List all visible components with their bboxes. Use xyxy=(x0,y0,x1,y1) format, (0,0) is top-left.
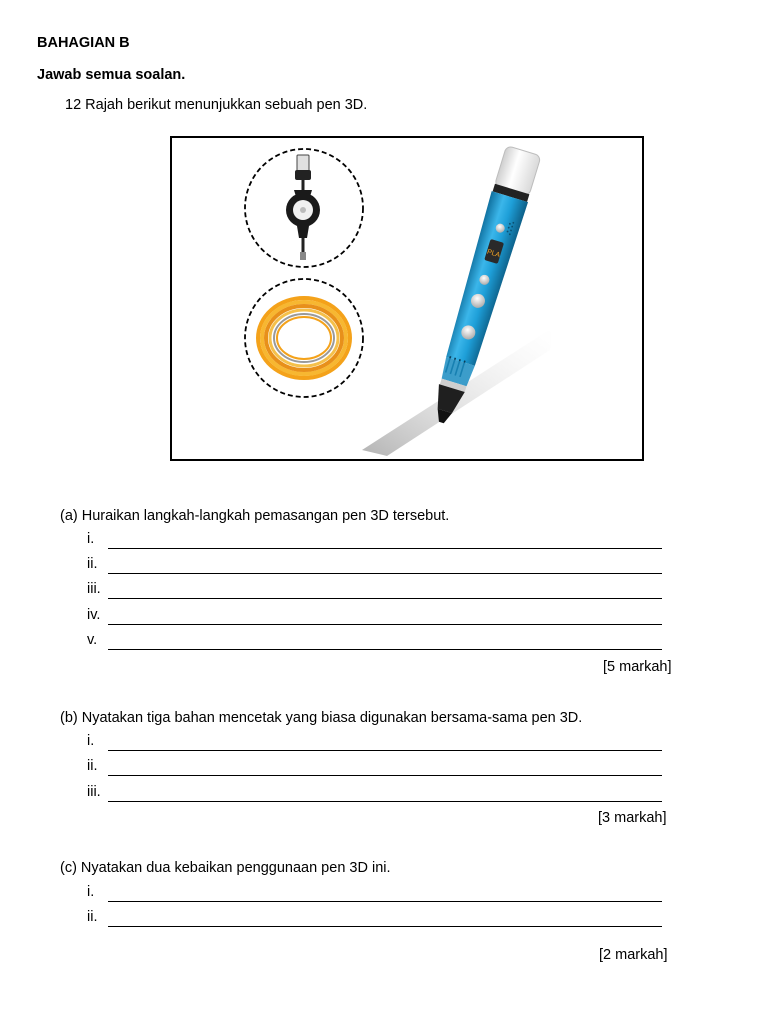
answer-line-number: i. xyxy=(87,884,95,900)
figure-3d-pen xyxy=(170,136,644,461)
display-label: PLA xyxy=(486,248,501,260)
answer-line[interactable] xyxy=(87,884,662,902)
answer-line-number: iii. xyxy=(87,581,101,597)
section-title: BAHAGIAN B xyxy=(37,35,130,51)
usb-cable-icon xyxy=(245,149,363,267)
part-b-prompt: (b) Nyatakan tiga bahan mencetak yang biasa digunakan bersama-sama pen 3D. xyxy=(60,710,583,726)
question-number: 12 xyxy=(65,97,82,113)
answer-line[interactable] xyxy=(87,556,662,574)
answer-line-number: i. xyxy=(87,733,95,749)
answer-line-number: i. xyxy=(87,531,95,547)
question-text: Rajah berikut menunjukkan sebuah pen 3D. xyxy=(85,97,368,113)
answer-line[interactable] xyxy=(87,607,662,625)
part-a-marks: [5 markah] xyxy=(603,659,672,675)
answer-line-number: ii. xyxy=(87,758,98,774)
part-b-marks: [3 markah] xyxy=(598,810,667,826)
answer-line-number: ii. xyxy=(87,909,98,925)
question-stem xyxy=(65,97,367,113)
answer-line-number: iii. xyxy=(87,784,101,800)
answer-line[interactable] xyxy=(87,909,662,927)
answer-line[interactable] xyxy=(87,784,662,802)
part-c-marks: [2 markah] xyxy=(599,947,668,963)
answer-line-number: iv. xyxy=(87,607,101,623)
part-c-prompt: (c) Nyatakan dua kebaikan penggunaan pen 3D ini. xyxy=(60,860,391,876)
answer-line[interactable] xyxy=(87,733,662,751)
answer-line-number: v. xyxy=(87,632,98,648)
answer-line-number: ii. xyxy=(87,556,98,572)
filament-coil-icon xyxy=(245,279,363,397)
instruction-text: Jawab semua soalan. xyxy=(37,67,186,83)
answer-line[interactable] xyxy=(87,581,662,599)
part-a-prompt: (a) Huraikan langkah-langkah pemasangan pen 3D tersebut. xyxy=(60,508,450,524)
answer-line[interactable] xyxy=(87,758,662,776)
answer-line[interactable] xyxy=(87,531,662,549)
answer-line[interactable] xyxy=(87,632,662,650)
